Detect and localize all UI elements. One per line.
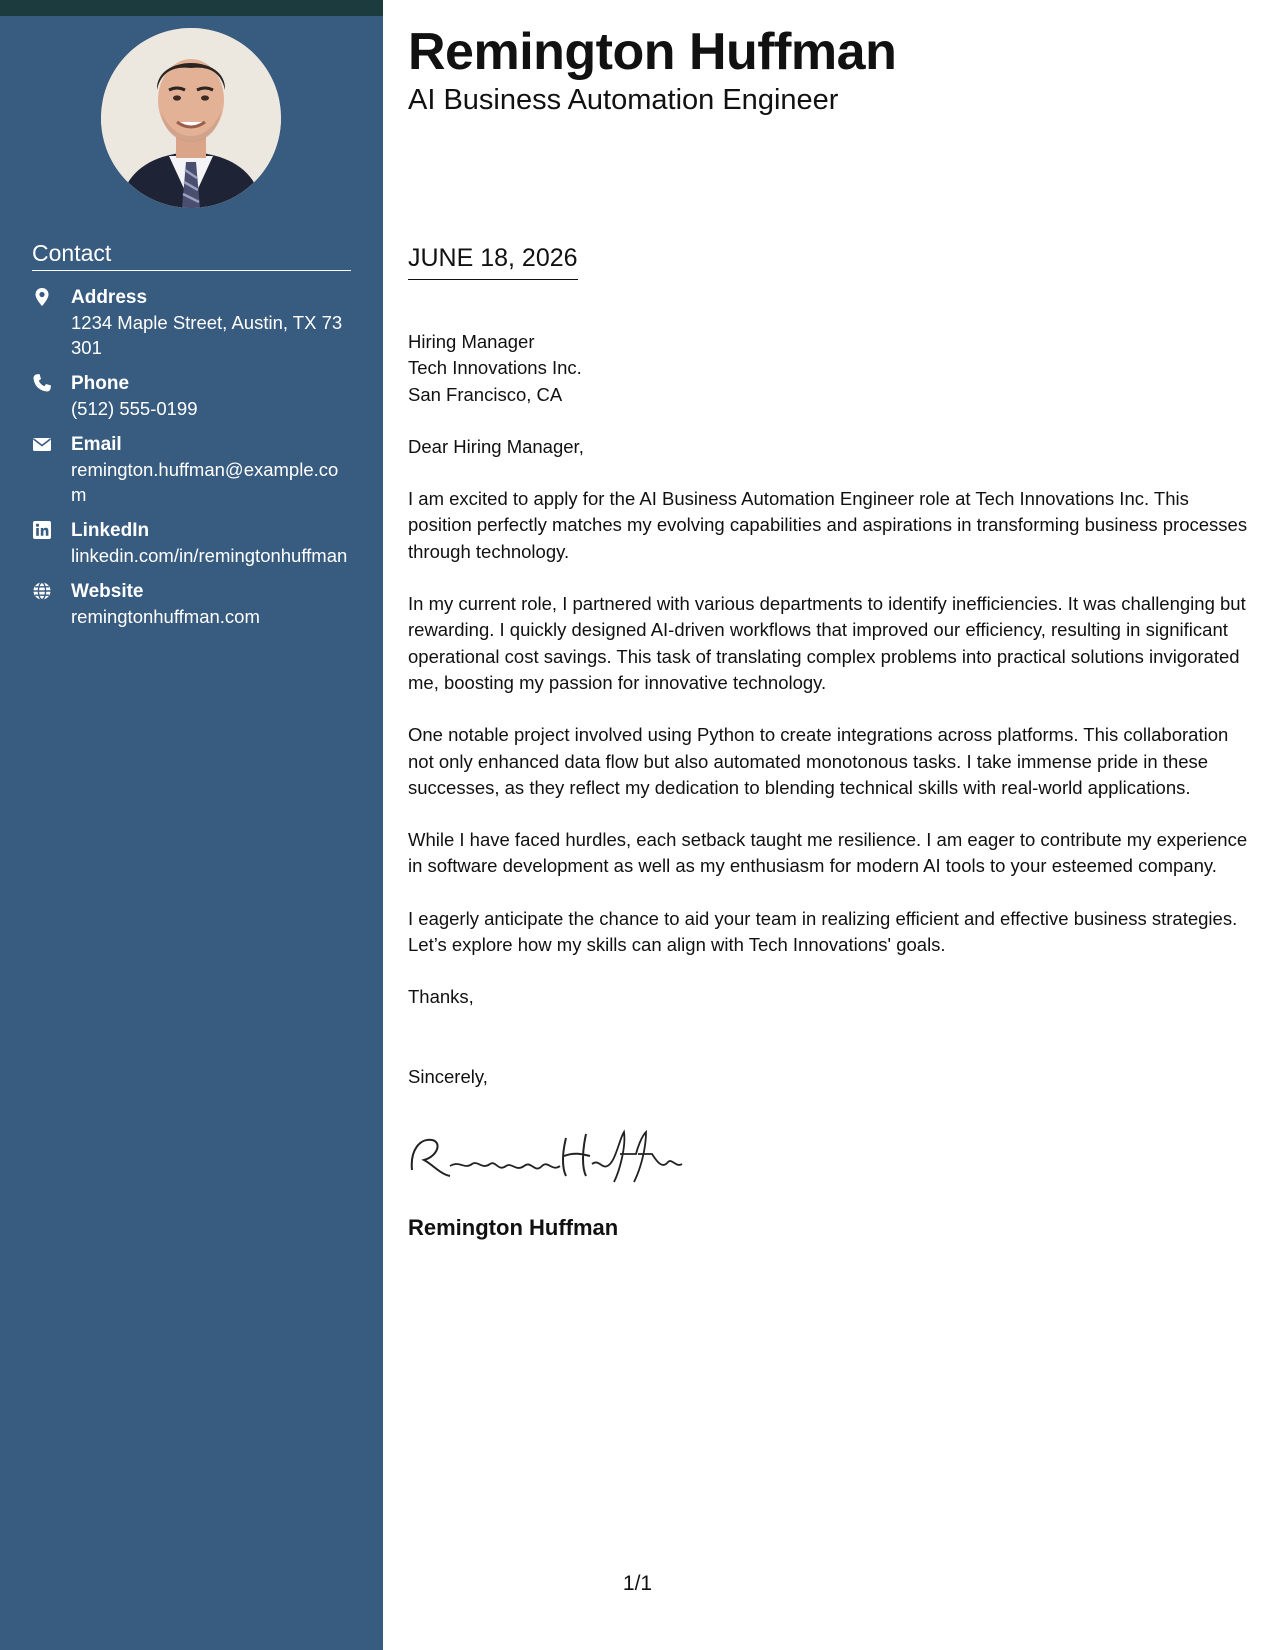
contact-list [32, 285, 352, 640]
letter-paragraph: I am excited to apply for the AI Business Automation Engineer role at Tech Innovations Inc. This position perfectly matches my evolving capabilities and aspirations in transforming business processes through technology. [408, 488, 1248, 562]
contact-label: LinkedIn [71, 520, 150, 541]
letter-date: JUNE 18, 2026 [408, 244, 578, 280]
address-value: 1234 Maple Street, Austin, TX 73301 [71, 312, 343, 358]
contact-item-website [32, 579, 352, 629]
contact-item-phone [32, 371, 352, 421]
salutation: Dear Hiring Manager, [408, 435, 584, 457]
applicant-name: Remington Huffman [408, 23, 897, 81]
sign-off: Sincerely, [408, 1065, 488, 1087]
contact-label: Phone [71, 373, 130, 394]
contact-heading: Contact [32, 240, 351, 271]
letter-paragraph: While I have faced hurdles, each setback taught me resilience. I am eager to contribute my experience in software development as well as my enthusiasm for modern AI tools to your esteemed company. [408, 829, 1248, 877]
contact-item-linkedin [32, 518, 352, 568]
contact-item-address [32, 285, 352, 360]
recipient-line: San Francisco, CA [408, 383, 563, 405]
email-link[interactable]: remington.huffman@example.com [71, 459, 339, 505]
sidebar-top-bar [0, 0, 383, 16]
letter-paragraph: In my current role, I partnered with various departments to identify inefficiencies. It was challenging but rewarding. I quickly designed AI-driven workflows that improved our efficiency, resulting in significant operational cost savings. This task of translating complex problems into practical solutions invigorated me, boosting my passion for innovative technology. [408, 593, 1246, 693]
recipient-line: Tech Innovations Inc. [408, 357, 582, 379]
page-number: 1/1 [622, 1572, 653, 1595]
closing-thanks: Thanks, [408, 986, 474, 1008]
letter-paragraph: One notable project involved using Python to create integrations across platforms. This collaboration not only enhanced data flow but also automated monotonous tasks. I take immense pride in these successes, as they reflect my dedication to blending technical skills with real-world applications. [408, 724, 1229, 798]
letter-body [408, 303, 1253, 1116]
phone-icon [32, 373, 52, 393]
contact-label: Website [71, 581, 144, 602]
sidebar [0, 0, 383, 1650]
signer-name: Remington Huffman [408, 1215, 619, 1240]
linkedin-link[interactable]: linkedin.com/in/remingtonhuffman [71, 545, 348, 566]
globe-icon [32, 581, 52, 601]
recipient-line: Hiring Manager [408, 331, 535, 352]
letter-paragraph: I eagerly anticipate the chance to aid your team in realizing efficient and effective business strategies. Let’s explore how my skills can align with Tech Innovations' goals. [408, 907, 1238, 956]
location-pin-icon [32, 287, 52, 307]
contact-item-email [32, 432, 352, 507]
contact-label: Address [71, 287, 148, 308]
handwritten-signature [406, 1120, 686, 1190]
envelope-icon [32, 434, 52, 454]
linkedin-icon [32, 520, 52, 540]
job-title: AI Business Automation Engineer [408, 84, 839, 116]
avatar [101, 28, 281, 208]
contact-label: Email [71, 434, 122, 455]
website-link[interactable]: remingtonhuffman.com [71, 606, 260, 627]
phone-value: (512) 555-0199 [71, 398, 198, 419]
